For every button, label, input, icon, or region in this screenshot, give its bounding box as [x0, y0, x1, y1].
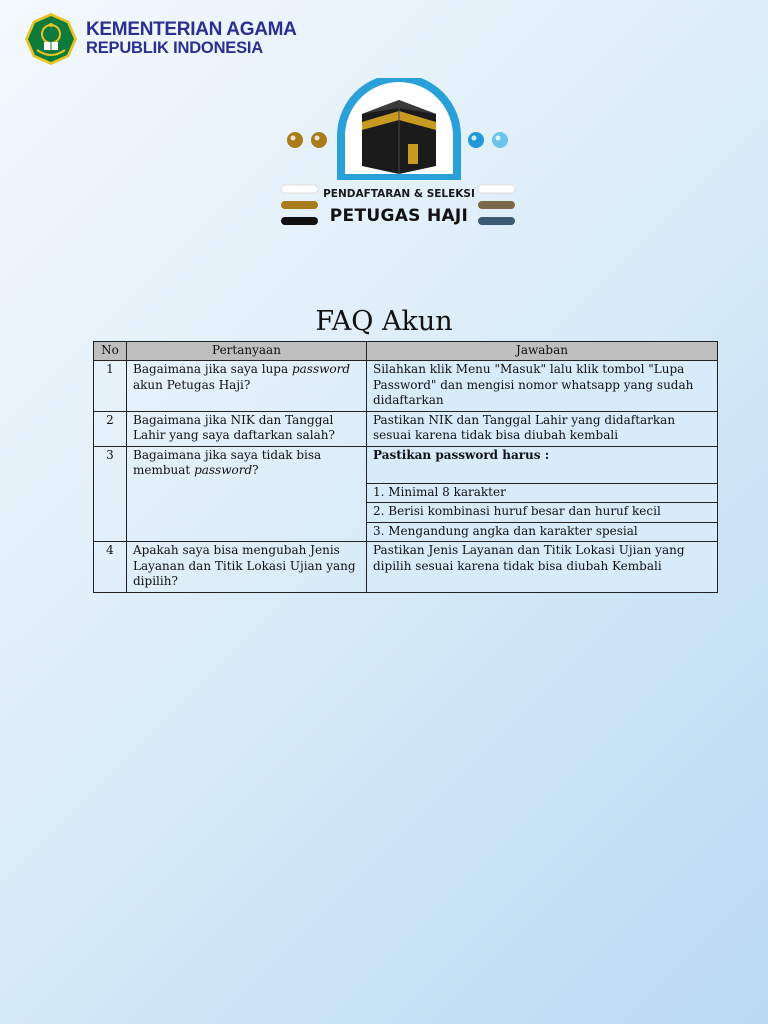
row-number: 2	[94, 411, 127, 446]
table-row	[94, 542, 718, 593]
answer-cell: Pastikan Jenis Layanan dan Titik Lokasi Ujian yang dipilih sesuai karena tidak bisa diubah Kembali	[367, 542, 718, 593]
question-cell	[127, 361, 367, 412]
table-header-row	[94, 342, 718, 361]
column-header-question: Pertanyaan	[127, 342, 367, 361]
answer-cell: Silahkan klik Menu "Masuk" lalu klik tombol "Lupa Password" dan mengisi nomor whatsapp yang sudah didaftarkan	[367, 361, 718, 412]
answer-list-item: 1. Minimal 8 karakter	[367, 483, 718, 503]
table-row	[94, 411, 718, 446]
table-row	[94, 361, 718, 412]
ministry-emblem-icon	[24, 12, 78, 66]
row-number: 3	[94, 446, 127, 542]
question-text-end: ?	[252, 463, 259, 477]
column-header-no: No	[94, 342, 127, 361]
question-italic: password	[194, 463, 253, 477]
question-cell	[127, 446, 367, 542]
event-title: PETUGAS HAJI	[329, 206, 469, 226]
question-cell: Bagaimana jika NIK dan Tanggal Lahir yang saya daftarkan salah?	[127, 411, 367, 446]
ministry-logo	[24, 12, 297, 66]
faq-table	[93, 341, 718, 593]
answer-cell: Pastikan NIK dan Tanggal Lahir yang didaftarkan sesuai karena tidak bisa diubah kembali	[367, 411, 718, 446]
event-subtitle: PENDAFTARAN & SELEKSI	[323, 188, 475, 200]
question-cell: Apakah saya bisa mengubah Jenis Layanan dan Titik Lokasi Ujian yang dipilih?	[127, 542, 367, 593]
row-number: 4	[94, 542, 127, 593]
faq-title: FAQ Akun	[315, 306, 453, 337]
question-text-end: akun Petugas Haji?	[133, 377, 251, 392]
answer-heading: Pastikan password harus :	[367, 446, 718, 483]
column-header-answer: Jawaban	[367, 342, 718, 361]
answer-list-item: 2. Berisi kombinasi huruf besar dan huruf kecil	[367, 503, 718, 523]
question-text: Bagaimana jika saya lupa	[133, 362, 292, 376]
question-italic: password	[291, 362, 351, 376]
row-number: 1	[94, 361, 127, 412]
event-logo	[278, 78, 520, 234]
answer-list-item: 3. Mengandung angka dan karakter spesial	[367, 522, 718, 542]
question-text: Bagaimana jika saya tidak bisa membuat	[133, 447, 322, 477]
ministry-name-line2: REPUBLIK INDONESIA	[86, 39, 263, 57]
ministry-name-line1: KEMENTERIAN AGAMA	[86, 19, 297, 40]
table-row	[94, 446, 718, 483]
